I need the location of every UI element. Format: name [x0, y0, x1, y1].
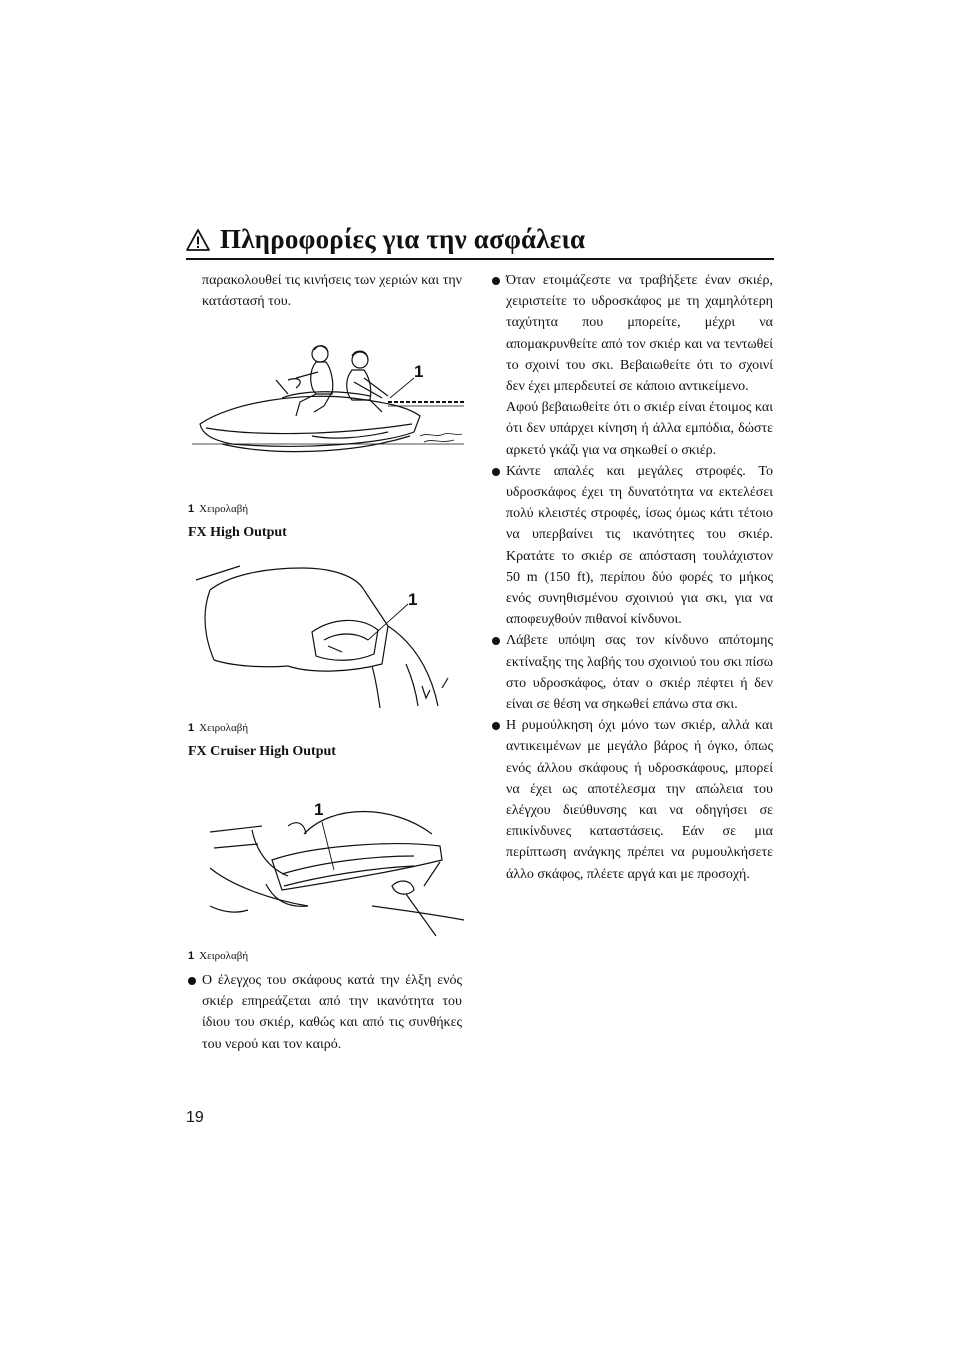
fx-cruiser-illustration — [192, 790, 464, 940]
figure2-caption-number: 1 — [188, 722, 195, 734]
page-title: Πληροφορίες για την ασφάλεια — [220, 224, 586, 254]
figure3-callout: 1 — [314, 800, 324, 819]
intro-text: παρακολουθεί τις κινήσεις των χεριών και την κατάστασή του. — [202, 273, 462, 310]
right-column — [492, 270, 773, 885]
figure2-caption-text: Χειρολαβή — [199, 722, 249, 734]
bullet-tow-control: Ο έλεγχος του σκάφους κατά την έλξη ενός σκιέρ επηρεάζεται από την ικανότητα του ίδιου του σκιέρ, καθώς και από τις συνθήκες του νερού και τον καιρό. — [188, 970, 462, 1055]
bullet-wide-turns: Κάντε απαλές και μεγάλες στροφές. Το υδροσκάφος έχει τη δυνατότητα να εκτελέσει πολύ κλειστές στροφές, ίσως όμως κάτι τέτοιο να υπερβαίνει τις ικανότητες του σκιέρ. Κρατάτε το σκιέρ σε απόσταση τουλάχιστον 50 m (150 ft), περίπου δύο φορές το μήκος ενός συνηθισμένου σχοινιού για σκι, για να αποφευχθούν πιθανοί κίνδυνοι. — [492, 461, 773, 631]
bullet-dot-icon — [492, 468, 500, 476]
bullet-prepare-tow-cont: Αφού βεβαιωθείτε ότι ο σκιέρ είναι έτοιμος και ότι δεν υπάρχει κίνηση ή άλλα εμπόδια, δώστε αρκετό γκάζι για να σηκωθεί ο σκιέρ. — [506, 400, 773, 458]
figure1-callout: 1 — [414, 362, 424, 381]
figure1-caption-number: 1 — [188, 503, 195, 515]
bullet-dot-icon — [492, 637, 500, 645]
figure-fx-high-output — [192, 556, 464, 711]
figure1-caption-text: Χειρολαβή — [199, 503, 249, 515]
bullet-towing-heavy: Η ρυμούλκηση όχι μόνο των σκιέρ, αλλά και αντικειμένων με μεγάλο βάρος ή όγκο, όπως ενός άλλου σκάφους ή υδροσκάφους, μπορεί να έχει ως αποτέλεσμα την απώλεια του ελέγχου διεύθυνσης και να οδηγήσει σε επικίνδυνες καταστάσεις. Εάν σε μια περίπτωση ανάγκης πρέπει να ρυμουλκήσετε άλλο σκάφος, πλέετε αργά και με προσοχή. — [492, 715, 773, 885]
page-number: 19 — [186, 1109, 204, 1126]
left-bullets — [188, 970, 462, 1055]
figure2-callout: 1 — [408, 590, 418, 609]
riders-illustration — [192, 332, 464, 492]
bullet-rope-snap: Λάβετε υπόψη σας τον κίνδυνο απότομης εκτίναξης της λαβής του σχοινιού του σκι πίσω στο υδροσκάφος, όταν ο σκιέρ πέφτει ή δεν είναι σε θέση να σηκωθεί επάνω στα σκι. — [492, 630, 773, 715]
bullet-dot-icon — [492, 277, 500, 285]
left-intro — [188, 270, 462, 312]
figure-fx-cruiser-high-output — [192, 790, 464, 940]
figure2-caption — [188, 722, 248, 734]
bullet-dot-icon — [188, 977, 196, 985]
model-fx-cruiser-high-output: FX Cruiser High Output — [188, 744, 336, 759]
fx-high-output-illustration — [192, 556, 464, 711]
page-header — [186, 226, 774, 260]
warning-triangle-icon — [186, 228, 210, 252]
model-fx-high-output: FX High Output — [188, 525, 287, 540]
figure-riders — [192, 332, 464, 492]
bullet-prepare-tow: Όταν ετοιμάζεστε να τραβήξετε έναν σκιέρ, χειριστείτε το υδροσκάφος με τη χαμηλότερη ταχύτητα που μπορείτε, μέχρι να απομακρυνθείτε από τον σκιέρ και να τεντωθεί το σχοινί του σκι. Βεβαιωθείτε ότι το σχοινί δεν έχει μπερδευτεί σε κάποιο αντικείμενο. — [492, 270, 773, 397]
bullet-dot-icon — [492, 722, 500, 730]
figure1-caption — [188, 503, 248, 515]
figure3-caption-number: 1 — [188, 950, 195, 962]
figure3-caption-text: Χειρολαβή — [199, 950, 249, 962]
figure3-caption — [188, 950, 248, 962]
